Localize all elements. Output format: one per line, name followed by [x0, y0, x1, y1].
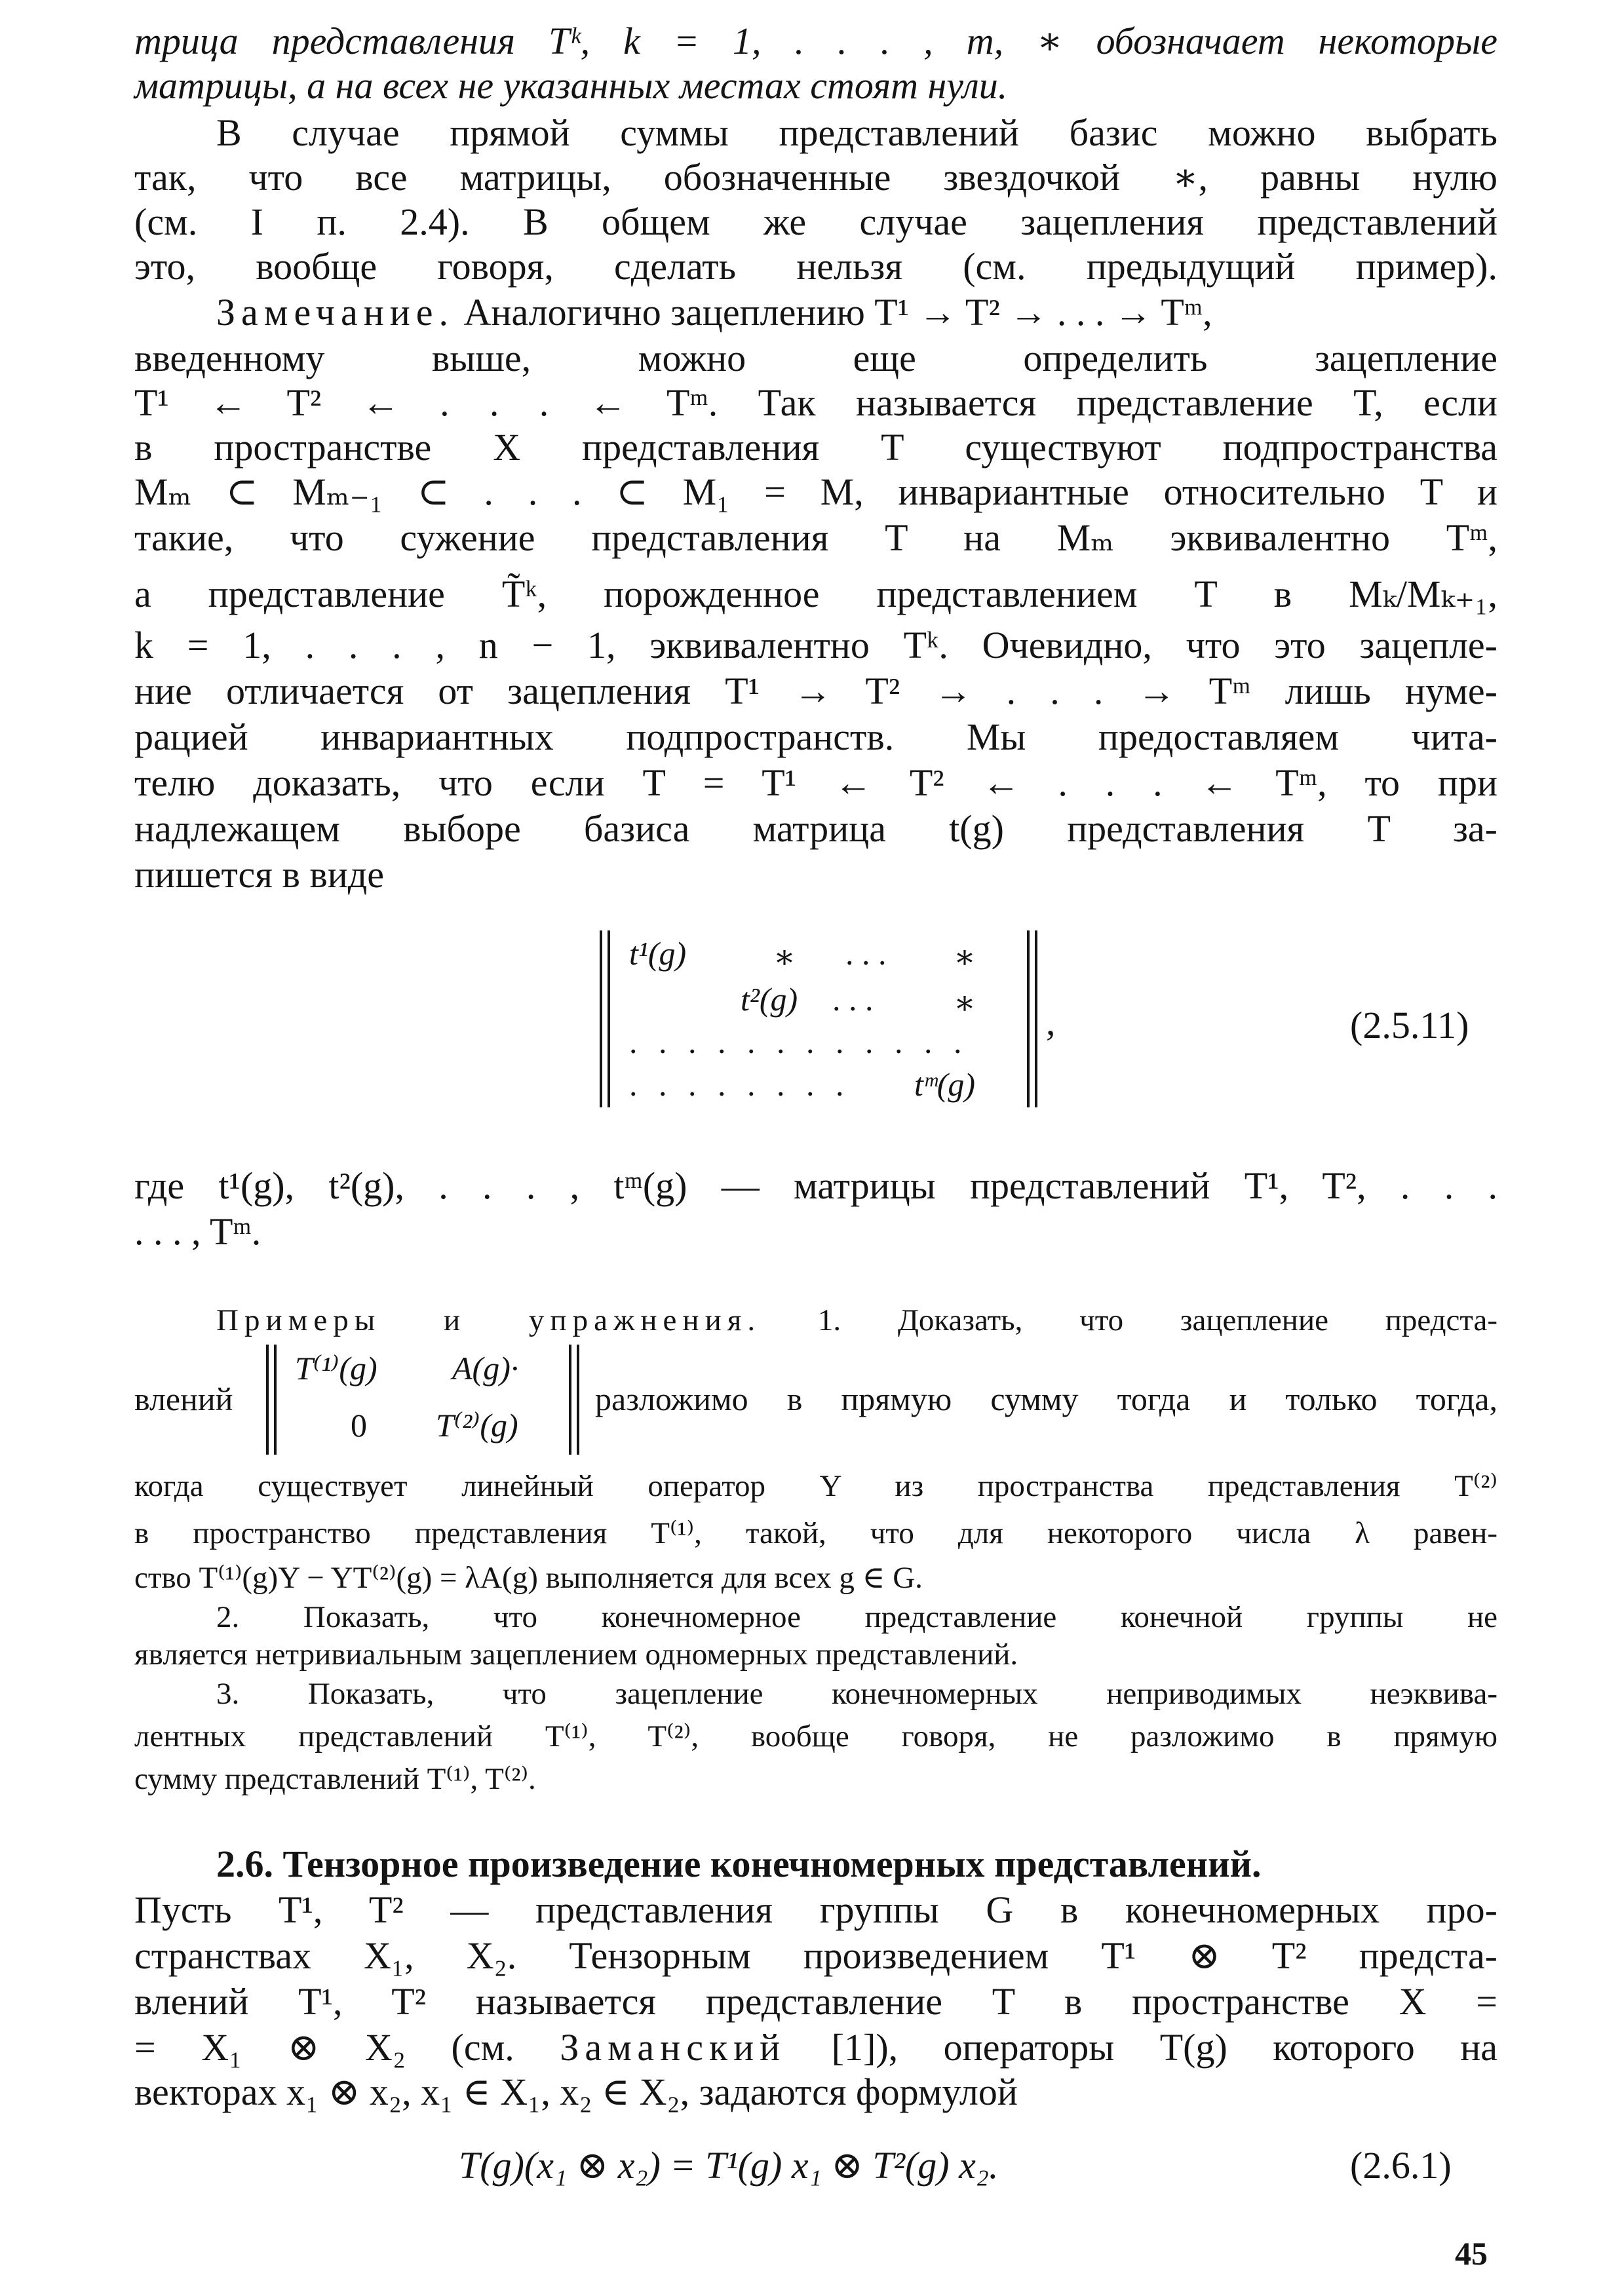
remark-label: Замечание.	[216, 291, 455, 334]
text-line: где t¹(g), t²(g), . . . , tᵐ(g) — матрицы представлений T¹, T², . . .	[134, 1164, 1497, 1207]
matrix-right-bar	[1035, 930, 1037, 1107]
remark-text: Аналогично зацеплению T¹ → T² → . . . → Tᵐ,	[454, 291, 1212, 334]
text-line: такие, что сужение представления T на Mₘ эквивалентно Tᵐ,	[134, 516, 1497, 559]
matrix-entry: ∗	[954, 938, 976, 975]
exercise-line: является нетривиальным зацеплением одномерных представлений.	[134, 1637, 1018, 1672]
matrix-right-bar	[577, 1345, 579, 1455]
exercise-line: когда существует линейный оператор Y из пространства представления T⁽²⁾	[134, 1469, 1497, 1503]
text-line: (см. I п. 2.4). В общем же случае зацепления представлений	[134, 201, 1497, 243]
text-line: странствах X₁, X₂. Тензорным произведением T¹ ⊗ T² предста-	[134, 1934, 1497, 1977]
matrix-entry: . . .	[845, 935, 887, 972]
exercise-line: в пространство представления T⁽¹⁾, такой, что для некоторого числа λ равен-	[134, 1516, 1497, 1550]
text-fragment: [1]), операторы T(g) которого на	[786, 2026, 1497, 2069]
exercise-line: ство T⁽¹⁾(g)Y − YT⁽²⁾(g) = λA(g) выполняется для всех g ∈ G.	[134, 1561, 923, 1595]
text-line: векторах x₁ ⊗ x₂, x₁ ∈ X₁, x₂ ∈ X₂, задаются формулой	[134, 2071, 1018, 2113]
text-line: а представление T̃ᵏ, порожденное представлением T в Mₖ/Mₖ₊₁,	[134, 573, 1497, 615]
text-line: ние отличается от зацепления T¹ → T² → . . . → Tᵐ лишь нуме-	[134, 670, 1497, 712]
text-line: так, что все матрицы, обозначенные звездочкой ∗, равны нулю	[134, 156, 1497, 199]
matrix-entry: . . . . . . . . . . . .	[629, 1024, 969, 1060]
matrix-entry: . . .	[832, 981, 874, 1018]
text-line: влений T¹, T² называется представление T в пространстве X =	[134, 1980, 1497, 2023]
matrix-left-bar	[608, 930, 610, 1107]
text-line: k = 1, . . . , n − 1, эквивалентно Tᵏ. Очевидно, что это зацепле-	[134, 624, 1497, 666]
matrix-entry: T⁽²⁾(g)	[436, 1407, 518, 1444]
text-fragment: влений	[134, 1381, 233, 1417]
matrix-entry: tᵐ(g)	[914, 1066, 976, 1103]
exercise-1-start: 1. Доказать, что зацепление предста-	[761, 1303, 1498, 1337]
text-line	[134, 2025, 1497, 2071]
text-line: пишется в виде	[134, 853, 385, 896]
text-line: рацией инвариантных подпространств. Мы предоставляем чита-	[134, 716, 1497, 758]
matrix-left-bar	[266, 1345, 269, 1455]
text-line: трица представления Tᵏ, k = 1, . . . , m, ∗ обозначает некоторые	[134, 20, 1497, 62]
exercise-line: сумму представлений T⁽¹⁾, T⁽²⁾.	[134, 1762, 536, 1796]
exercises-title: Примеры и упражнения.	[216, 1303, 762, 1337]
matrix-left-bar	[600, 930, 602, 1107]
formula-2-6-1: T(g)(x₁ ⊗ x₂) = T¹(g) x₁ ⊗ T²(g) x₂.	[459, 2144, 999, 2187]
text-line: Пусть T¹, T² — представления группы G в конечномерных про-	[134, 1888, 1497, 1931]
exercise-line: 2. Показать, что конечномерное представление конечной группы не	[216, 1600, 1497, 1634]
text-fragment: разложимо в прямую сумму тогда и только тогда,	[595, 1381, 1497, 1417]
text-line: . . . , Tᵐ.	[134, 1210, 261, 1253]
remark-line	[216, 290, 1497, 335]
matrix-entry: t²(g)	[741, 981, 798, 1018]
paragraph-start: В случае прямой суммы представлений базис можно выбрать	[216, 111, 1497, 154]
matrix-right-bar	[1027, 930, 1030, 1107]
text-line: телю доказать, что если T = T¹ ← T² ← . . . ← Tᵐ, то при	[134, 761, 1497, 804]
text-line: введенному выше, можно еще определить зацепление	[134, 337, 1497, 379]
exercise-line: 3. Показать, что зацепление конечномерных неприводимых неэквива-	[216, 1677, 1497, 1711]
page-number: 45	[1455, 2235, 1488, 2272]
text-line: в пространстве X представления T существуют подпространства	[134, 426, 1497, 469]
matrix-right-bar	[569, 1345, 571, 1455]
text-line: Mₘ ⊂ Mₘ₋₁ ⊂ . . . ⊂ M₁ = M, инвариантные относительно T и	[134, 470, 1497, 513]
text-line: T¹ ← T² ← . . . ← Tᵐ. Так называется представление T, если	[134, 381, 1497, 424]
matrix-entry: A(g)·	[452, 1350, 519, 1387]
matrix-comma: ,	[1046, 1001, 1056, 1043]
matrix-entry: . . . . . . . .	[629, 1066, 851, 1103]
text-fragment: = X₁ ⊗ X₂ (см.	[134, 2026, 560, 2069]
exercise-line: лентных представлений T⁽¹⁾, T⁽²⁾, вообще говоря, не разложимо в прямую	[134, 1719, 1497, 1753]
text-line: это, вообще говоря, сделать нельзя (см. предыдущий пример).	[134, 245, 1497, 288]
matrix-entry: ∗	[954, 984, 976, 1021]
matrix-entry: T⁽¹⁾(g)	[295, 1350, 377, 1387]
matrix-entry: t¹(g)	[629, 935, 687, 972]
text-line: надлежащем выборе базиса матрица t(g) представления T за-	[134, 807, 1497, 850]
section-heading: 2.6. Тензорное произведение конечномерных представлений.	[216, 1843, 1262, 1885]
cited-author: Заманский	[560, 2026, 786, 2069]
matrix-entry: ∗	[773, 938, 796, 975]
text-line: матрицы, а на всех не указанных местах стоят нули.	[134, 64, 1008, 107]
matrix-entry: 0	[351, 1407, 367, 1444]
matrix-left-bar	[274, 1345, 277, 1455]
exercises-line	[216, 1301, 1497, 1340]
equation-label: (2.6.1)	[1350, 2144, 1452, 2187]
equation-label: (2.5.11)	[1350, 1004, 1469, 1046]
